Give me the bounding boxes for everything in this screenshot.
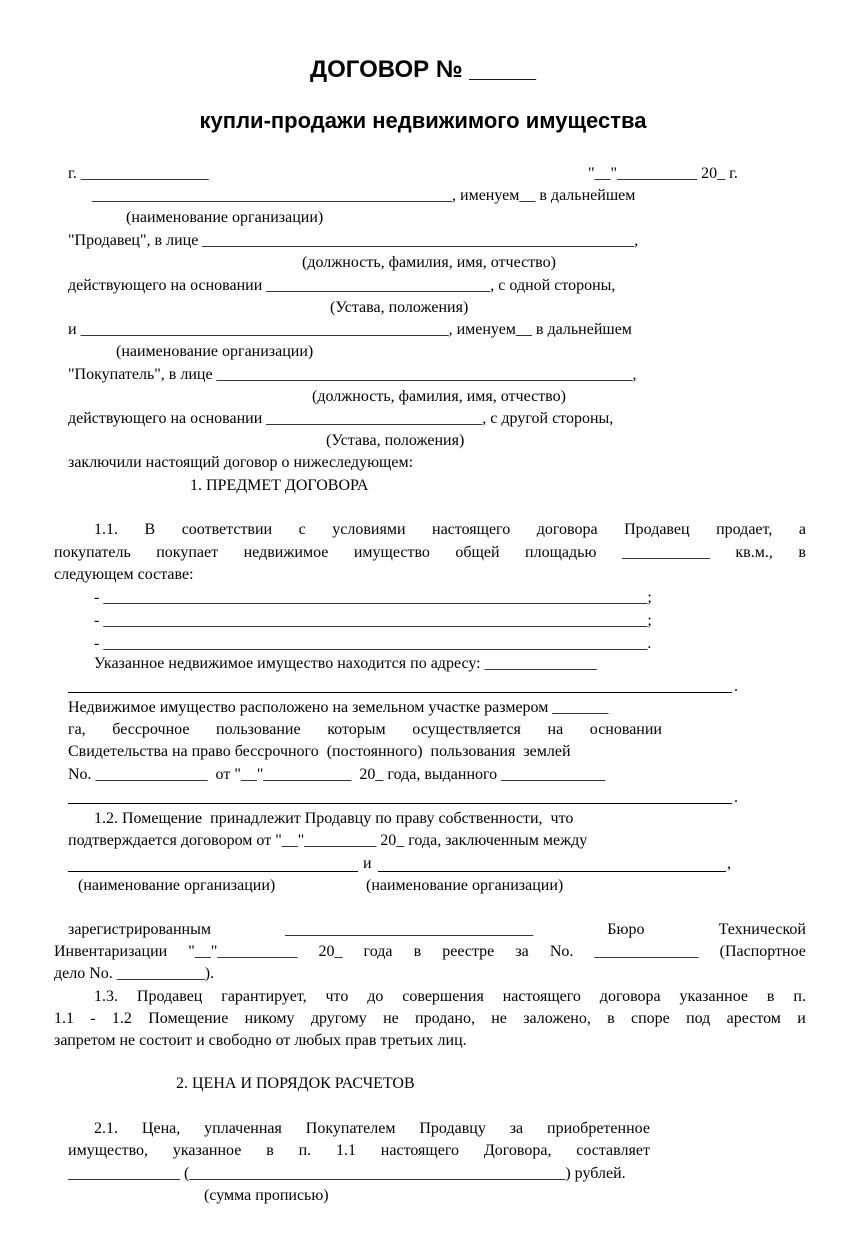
word: за <box>509 1120 524 1137</box>
p13-line1 <box>94 987 806 1007</box>
word: настоящего <box>432 521 511 538</box>
city-field: г. ________________ <box>68 165 209 182</box>
word: Помещение <box>148 1010 229 1027</box>
buyer-basis-hint: (Устава, положения) <box>326 432 465 449</box>
word: п. <box>793 988 806 1005</box>
word: бессрочное <box>112 721 190 738</box>
p21-line1 <box>94 1119 650 1139</box>
seller-basis-hint: (Устава, положения) <box>330 299 469 316</box>
word: покупатель <box>54 544 131 561</box>
word: 1.1 <box>335 1142 356 1159</box>
word: за <box>515 943 529 960</box>
word: в <box>766 988 775 1005</box>
word: настоящего <box>380 1142 459 1159</box>
p11-line3: следующем составе: <box>54 566 194 583</box>
word: арестом <box>726 1010 781 1027</box>
word: условиями <box>332 521 406 538</box>
buyer-org-hint: (наименование организации) <box>116 343 314 360</box>
word: гарантирует, <box>221 988 307 1005</box>
word: настоящего <box>502 988 581 1005</box>
word: в <box>607 1010 615 1027</box>
land-underline <box>68 803 732 804</box>
word: на <box>547 721 564 738</box>
word: и <box>797 1010 806 1027</box>
word: продает, <box>716 521 773 538</box>
word: года <box>363 943 393 960</box>
word: Продавец <box>136 988 203 1005</box>
word: договора <box>536 521 598 538</box>
word: В <box>144 521 156 538</box>
word: основании <box>589 721 662 738</box>
word: никому <box>244 1010 295 1027</box>
word: _______________________________ <box>285 921 534 938</box>
word: указанное <box>679 988 749 1005</box>
document-subtitle: купли-продажи недвижимого имущества <box>199 108 647 133</box>
word: составляет <box>576 1142 650 1159</box>
word: Покупателем <box>305 1120 396 1137</box>
address-line: Указанное недвижимое имущество находится по адресу: ______________ <box>94 655 597 672</box>
word: пользование <box>216 721 301 738</box>
word: общей <box>455 544 500 561</box>
land-line4: No. ______________ от "__"___________ 20_ года, выданного _____________ <box>68 766 606 783</box>
reg-line2 <box>54 942 806 962</box>
word: в <box>798 544 806 561</box>
word: - <box>90 1010 96 1027</box>
list-item: - ____________________________________________________________________; <box>94 612 652 629</box>
p21-line2 <box>68 1141 650 1161</box>
word: заложено, <box>523 1010 591 1027</box>
word: 1.2 <box>111 1010 132 1027</box>
word: зарегистрированным <box>68 921 211 938</box>
buyer-person-line: "Покупатель", в лице ____________________________________________________, <box>68 366 637 383</box>
p11-line1 <box>94 520 806 540</box>
document-title-text: ДОГОВОР № _____ <box>310 56 536 83</box>
word: "__"__________ <box>188 943 298 960</box>
word: соответствии <box>181 521 273 538</box>
word: что <box>325 988 349 1005</box>
reg-line1 <box>68 920 806 940</box>
seller-person-line: "Продавец", в лице ______________________________________________________, <box>68 232 639 249</box>
word: Цена, <box>141 1120 181 1137</box>
section1-heading: 1. ПРЕДМЕТ ДОГОВОРА <box>190 477 369 494</box>
word: осуществляется <box>412 721 521 738</box>
word: недвижимое <box>243 544 329 561</box>
word: под <box>686 1010 711 1027</box>
word: площадью <box>525 544 597 561</box>
word: 1.1. <box>94 521 118 538</box>
word: Инвентаризации <box>54 943 168 960</box>
word: имущество, <box>68 1142 149 1159</box>
word: кв.м., <box>735 544 773 561</box>
land-end: . <box>734 789 738 806</box>
p11-line2 <box>54 543 806 563</box>
seller-org-line: _____________________________________________, именуем__ в дальнейшем <box>92 187 636 204</box>
p12-hint-left: (наименование организации) <box>78 877 276 894</box>
date-field: "__"__________ 20_ г. <box>588 165 738 182</box>
word: продано, <box>415 1010 475 1027</box>
word: 20_ <box>318 943 343 960</box>
word: совершения <box>402 988 484 1005</box>
p12-party2-underline <box>378 871 726 872</box>
word: покупает <box>156 544 219 561</box>
word: No. <box>549 943 574 960</box>
word: в <box>413 943 422 960</box>
list-item: - ____________________________________________________________________; <box>94 589 652 606</box>
address-underline <box>68 692 732 693</box>
buyer-basis-line: действующего на основании ___________________________, с другой стороны, <box>68 410 614 427</box>
word: указанное <box>172 1142 242 1159</box>
seller-basis-line: действующего на основании ____________________________, с одной стороны, <box>68 277 616 294</box>
word: Продавцу <box>419 1120 486 1137</box>
p12-comma: , <box>727 855 731 872</box>
p13-line3: запретом не состоит и свободно от любых прав третьих лиц. <box>54 1032 467 1049</box>
word: Технической <box>718 921 806 938</box>
word: ___________ <box>621 544 710 561</box>
seller-person-hint: (должность, фамилия, имя, отчество) <box>302 254 556 271</box>
word: Бюро <box>607 921 645 938</box>
word: другому <box>310 1010 367 1027</box>
land-line2 <box>68 720 662 740</box>
p21-line3: ______________ (_______________________________________________) рублей. <box>68 1165 626 1182</box>
word: споре <box>631 1010 670 1027</box>
p12-and: и <box>363 855 372 872</box>
word: имущество <box>353 544 430 561</box>
land-line1: Недвижимое имущество расположено на земельном участке размером _______ <box>68 699 609 716</box>
p12-line2: подтверждается договором от "__"_________ 20_ года, заключенным между <box>68 832 588 849</box>
word: (Паспортное <box>719 943 806 960</box>
word: Продавец <box>624 521 690 538</box>
word: 1.1 <box>54 1010 74 1027</box>
p13-line2 <box>54 1009 806 1029</box>
word: 1.3. <box>94 988 118 1005</box>
word: приобретенное <box>547 1120 650 1137</box>
p21-hint: (сумма прописью) <box>204 1187 329 1204</box>
list-item: - ____________________________________________________________________. <box>94 635 652 652</box>
p12-line1: 1.2. Помещение принадлежит Продавцу по праву собственности, что <box>94 810 574 827</box>
word: с <box>298 521 306 538</box>
word: до <box>367 988 384 1005</box>
word: реестре <box>442 943 495 960</box>
p12-party1-underline <box>68 871 358 872</box>
p12-hint-right: (наименование организации) <box>366 877 564 894</box>
section2-heading: 2. ЦЕНА И ПОРЯДОК РАСЧЕТОВ <box>176 1075 415 1092</box>
buyer-org-line: и ______________________________________________, именуем__ в дальнейшем <box>68 321 632 338</box>
word: п. <box>298 1142 312 1159</box>
reg-line3: дело No. ___________). <box>54 965 215 982</box>
buyer-person-hint: (должность, фамилия, имя, отчество) <box>312 388 566 405</box>
word: Договора, <box>483 1142 552 1159</box>
word: договора <box>599 988 661 1005</box>
word: в <box>266 1142 274 1159</box>
word: га, <box>68 721 86 738</box>
document-title <box>0 54 846 86</box>
word: не <box>383 1010 399 1027</box>
word: 2.1. <box>94 1120 118 1137</box>
address-end: . <box>734 678 738 695</box>
word: которым <box>327 721 386 738</box>
word: а <box>798 521 806 538</box>
word: уплаченная <box>204 1120 282 1137</box>
concluded-line: заключили настоящий договор о нижеследующем: <box>68 454 414 471</box>
word: не <box>491 1010 507 1027</box>
word: _____________ <box>594 943 699 960</box>
land-line3: Свидетельства на право бессрочного (постоянного) пользования землей <box>68 743 571 760</box>
seller-org-hint: (наименование организации) <box>126 209 324 226</box>
